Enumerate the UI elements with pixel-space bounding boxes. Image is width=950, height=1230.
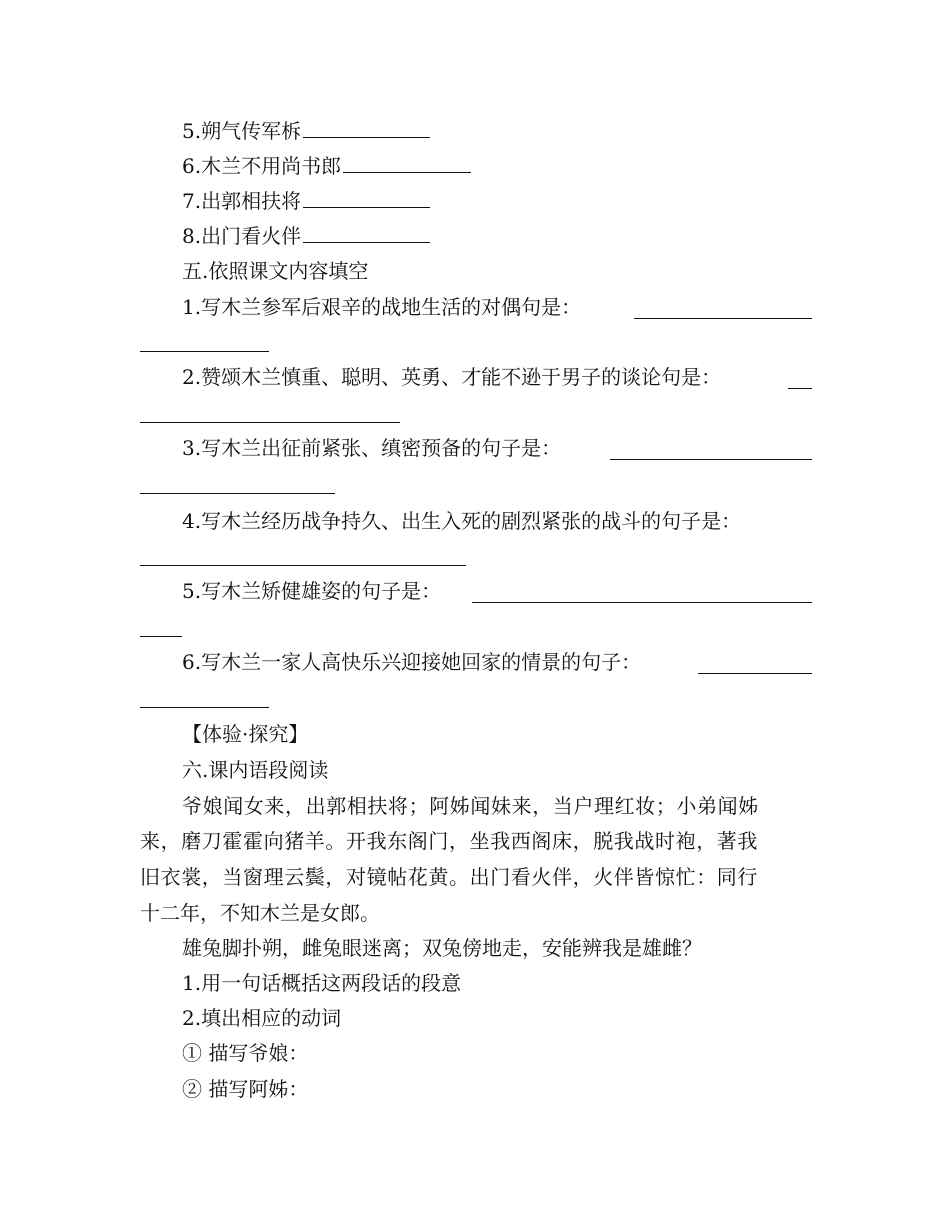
experience-heading: 【体验·探究】	[182, 722, 309, 746]
fill-item-5-text: 5.写木兰矫健雄姿的句子是：	[182, 579, 442, 603]
section-5-title: 五.依照课文内容填空	[182, 259, 369, 283]
match-item-5	[182, 118, 812, 144]
passage-paragraph-2: 雄兔脚扑朔，雌兔眼迷离；双兔傍地走，安能辨我是雄雌？	[182, 936, 702, 960]
answer-blank[interactable]	[303, 118, 430, 138]
passage-line-3: 旧衣裳，当窗理云鬓，对镜帖花黄。出门看火伴，火伴皆惊忙：同行	[140, 865, 758, 889]
fill-item-6-text: 6.写木兰一家人高快乐兴迎接她回家的情景的句子：	[182, 650, 642, 674]
answer-blank-line[interactable]	[140, 351, 269, 352]
fill-item-5	[182, 578, 812, 604]
question-2: 2.填出相应的动词	[182, 1006, 342, 1030]
answer-blank-line[interactable]	[140, 636, 182, 637]
answer-blank-line[interactable]	[140, 707, 269, 708]
match-item-5-text: 5.朔气传军柝	[182, 119, 302, 143]
question-2-item-2: ② 描写阿姊：	[182, 1077, 309, 1101]
answer-blank-line[interactable]	[788, 388, 812, 389]
fill-item-4-text: 4.写木兰经历战争持久、出生入死的剧烈紧张的战斗的句子是：	[182, 509, 742, 533]
answer-blank[interactable]	[303, 188, 430, 208]
question-1: 1.用一句话概括这两段话的段意	[182, 971, 462, 995]
passage-line-4: 十二年，不知木兰是女郎。	[140, 901, 380, 925]
fill-item-3-text: 3.写木兰出征前紧张、缜密预备的句子是：	[182, 436, 562, 460]
fill-item-4	[182, 508, 812, 534]
section-6-title: 六.课内语段阅读	[182, 758, 329, 782]
match-item-7	[182, 188, 812, 214]
answer-blank-line[interactable]	[140, 565, 466, 566]
question-2-item-1: ① 描写爷娘：	[182, 1041, 309, 1065]
match-item-6	[182, 153, 812, 179]
match-item-8	[182, 223, 812, 249]
fill-item-2-text: 2.赞颂木兰慎重、聪明、英勇、才能不逊于男子的谈论句是：	[182, 365, 722, 389]
fill-item-3	[182, 435, 812, 461]
match-item-7-text: 7.出郭相扶将	[182, 189, 302, 213]
answer-blank-line[interactable]	[472, 602, 812, 603]
answer-blank-line[interactable]	[140, 422, 400, 423]
answer-blank-line[interactable]	[698, 673, 812, 674]
answer-blank[interactable]	[303, 223, 430, 243]
passage-line-1: 爷娘闻女来，出郭相扶将；阿姊闻妹来，当户理红妆；小弟闻姊	[182, 794, 759, 818]
answer-blank-line[interactable]	[634, 318, 812, 319]
answer-blank[interactable]	[343, 153, 471, 173]
match-item-6-text: 6.木兰不用尚书郎	[182, 154, 342, 178]
answer-blank-line[interactable]	[140, 493, 335, 494]
answer-blank-line[interactable]	[610, 459, 812, 460]
match-item-8-text: 8.出门看火伴	[182, 224, 302, 248]
passage-line-2: 来，磨刀霍霍向猪羊。开我东阁门，坐我西阁床，脱我战时袍，著我	[140, 829, 758, 853]
fill-item-1	[182, 294, 812, 320]
fill-item-2	[182, 364, 812, 390]
fill-item-6	[182, 649, 812, 675]
fill-item-1-text: 1.写木兰参军后艰辛的战地生活的对偶句是：	[182, 295, 582, 319]
